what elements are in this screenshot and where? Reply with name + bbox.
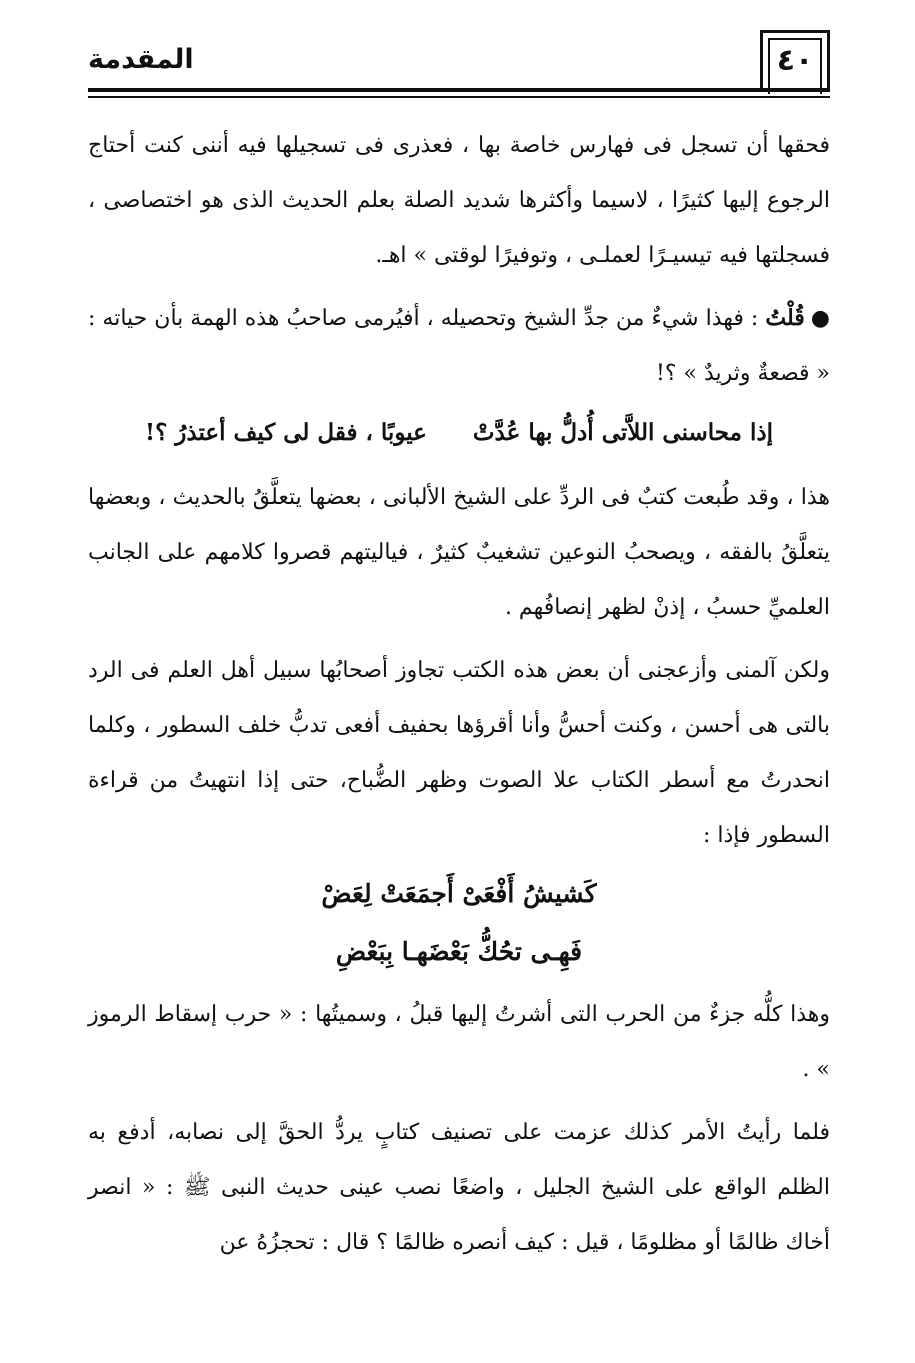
paragraph-2-text: : فهذا شيءٌ من جدِّ الشيخ وتحصيله ، أفيُرمى صاحبُ هذه الهمة بأن حياته : « قصعةٌ وثريدٌ » ؟! xyxy=(88,306,830,386)
header-rule-thin xyxy=(88,96,830,98)
header-title: المقدمة xyxy=(88,44,194,75)
poem xyxy=(88,865,830,981)
poem-line-2: فَهِـى تحُكُّ بَعْضَهـا بِبَعْضِ xyxy=(335,937,583,966)
page-number: ٤٠ xyxy=(760,30,830,88)
paragraph-5: وهذا كلُّه جزءٌ من الحرب التى أشرتُ إليها قبلُ ، وسميتُها : « حرب إسقاط الرموز » . xyxy=(88,1002,830,1082)
page-header xyxy=(88,30,830,98)
paragraph-2-lead: قُلْتُ xyxy=(765,305,805,331)
page-body xyxy=(88,118,830,1278)
paragraph-4: ولكن آلمنى وأزعجنى أن بعض هذه الكتب تجاوز أصحابُها سبيل أهل العلم فى الرد بالتى هى أحسن ، وكنت أحسُّ وأنا أقرؤها بحفيف أفعى تدبُّ خلف السطور ، وكلما انحدرتُ مع أسطر الكتاب علا الصوت وظهر الضُّباح، حتى إذا انتهيتُ من قراءة السطور فإذا : xyxy=(88,658,830,848)
bullet-icon: ● xyxy=(810,305,830,331)
poem-line-1: كَشيشُ أَفْعَىْ أَجمَعَتْ لِعَضْ xyxy=(321,879,597,908)
paragraph-2 xyxy=(88,291,830,401)
paragraph-6: فلما رأيتُ الأمر كذلك عزمت على تصنيف كتابٍ يردُّ الحقَّ إلى نصابه، أدفع به الظلم الواقع على الشيخ الجليل ، واضعًا نصب عينى حديث النبى ﷺ : « انصر أخاك ظالمًا أو مظلومًا ، قيل : كيف أنصره ظالمًا ؟ قال : تحجزُهُ عن xyxy=(88,1120,830,1255)
verse-line xyxy=(88,405,830,460)
paragraph-3: هذا ، وقد طُبعت كتبٌ فى الردِّ على الشيخ الألبانى ، بعضها يتعلَّقُ بالحديث ، وبعضها يتعلَّقُ بالفقه ، ويصحبُ النوعين تشغيبٌ كثيرٌ ، فياليتهم قصروا كلامهم على الجانب العلميِّ حسبُ ، إذنْ لظهر إنصافُهم . xyxy=(88,485,830,620)
verse-hemistich-2: عيوبًا ، فقل لى كيف أعتذرُ ؟! xyxy=(144,419,427,446)
header-rule xyxy=(88,88,830,92)
verse-hemistich-1: إذا محاسنى اللاَّتى أُدلُّ بها عُدَّتْ xyxy=(472,419,773,446)
paragraph-1: فحقها أن تسجل فى فهارس خاصة بها ، فعذرى فى تسجيلها فيه أننى كنت أحتاج الرجوع إليها كثيرًا ، لاسيما وأكثرها شديد الصلة بعلم الحديث الذى هو اختصاصى ، فسجلتها فيه تيسيـرًا لعملـى ، وتوفيرًا لوقتى » اهـ. xyxy=(88,133,830,268)
